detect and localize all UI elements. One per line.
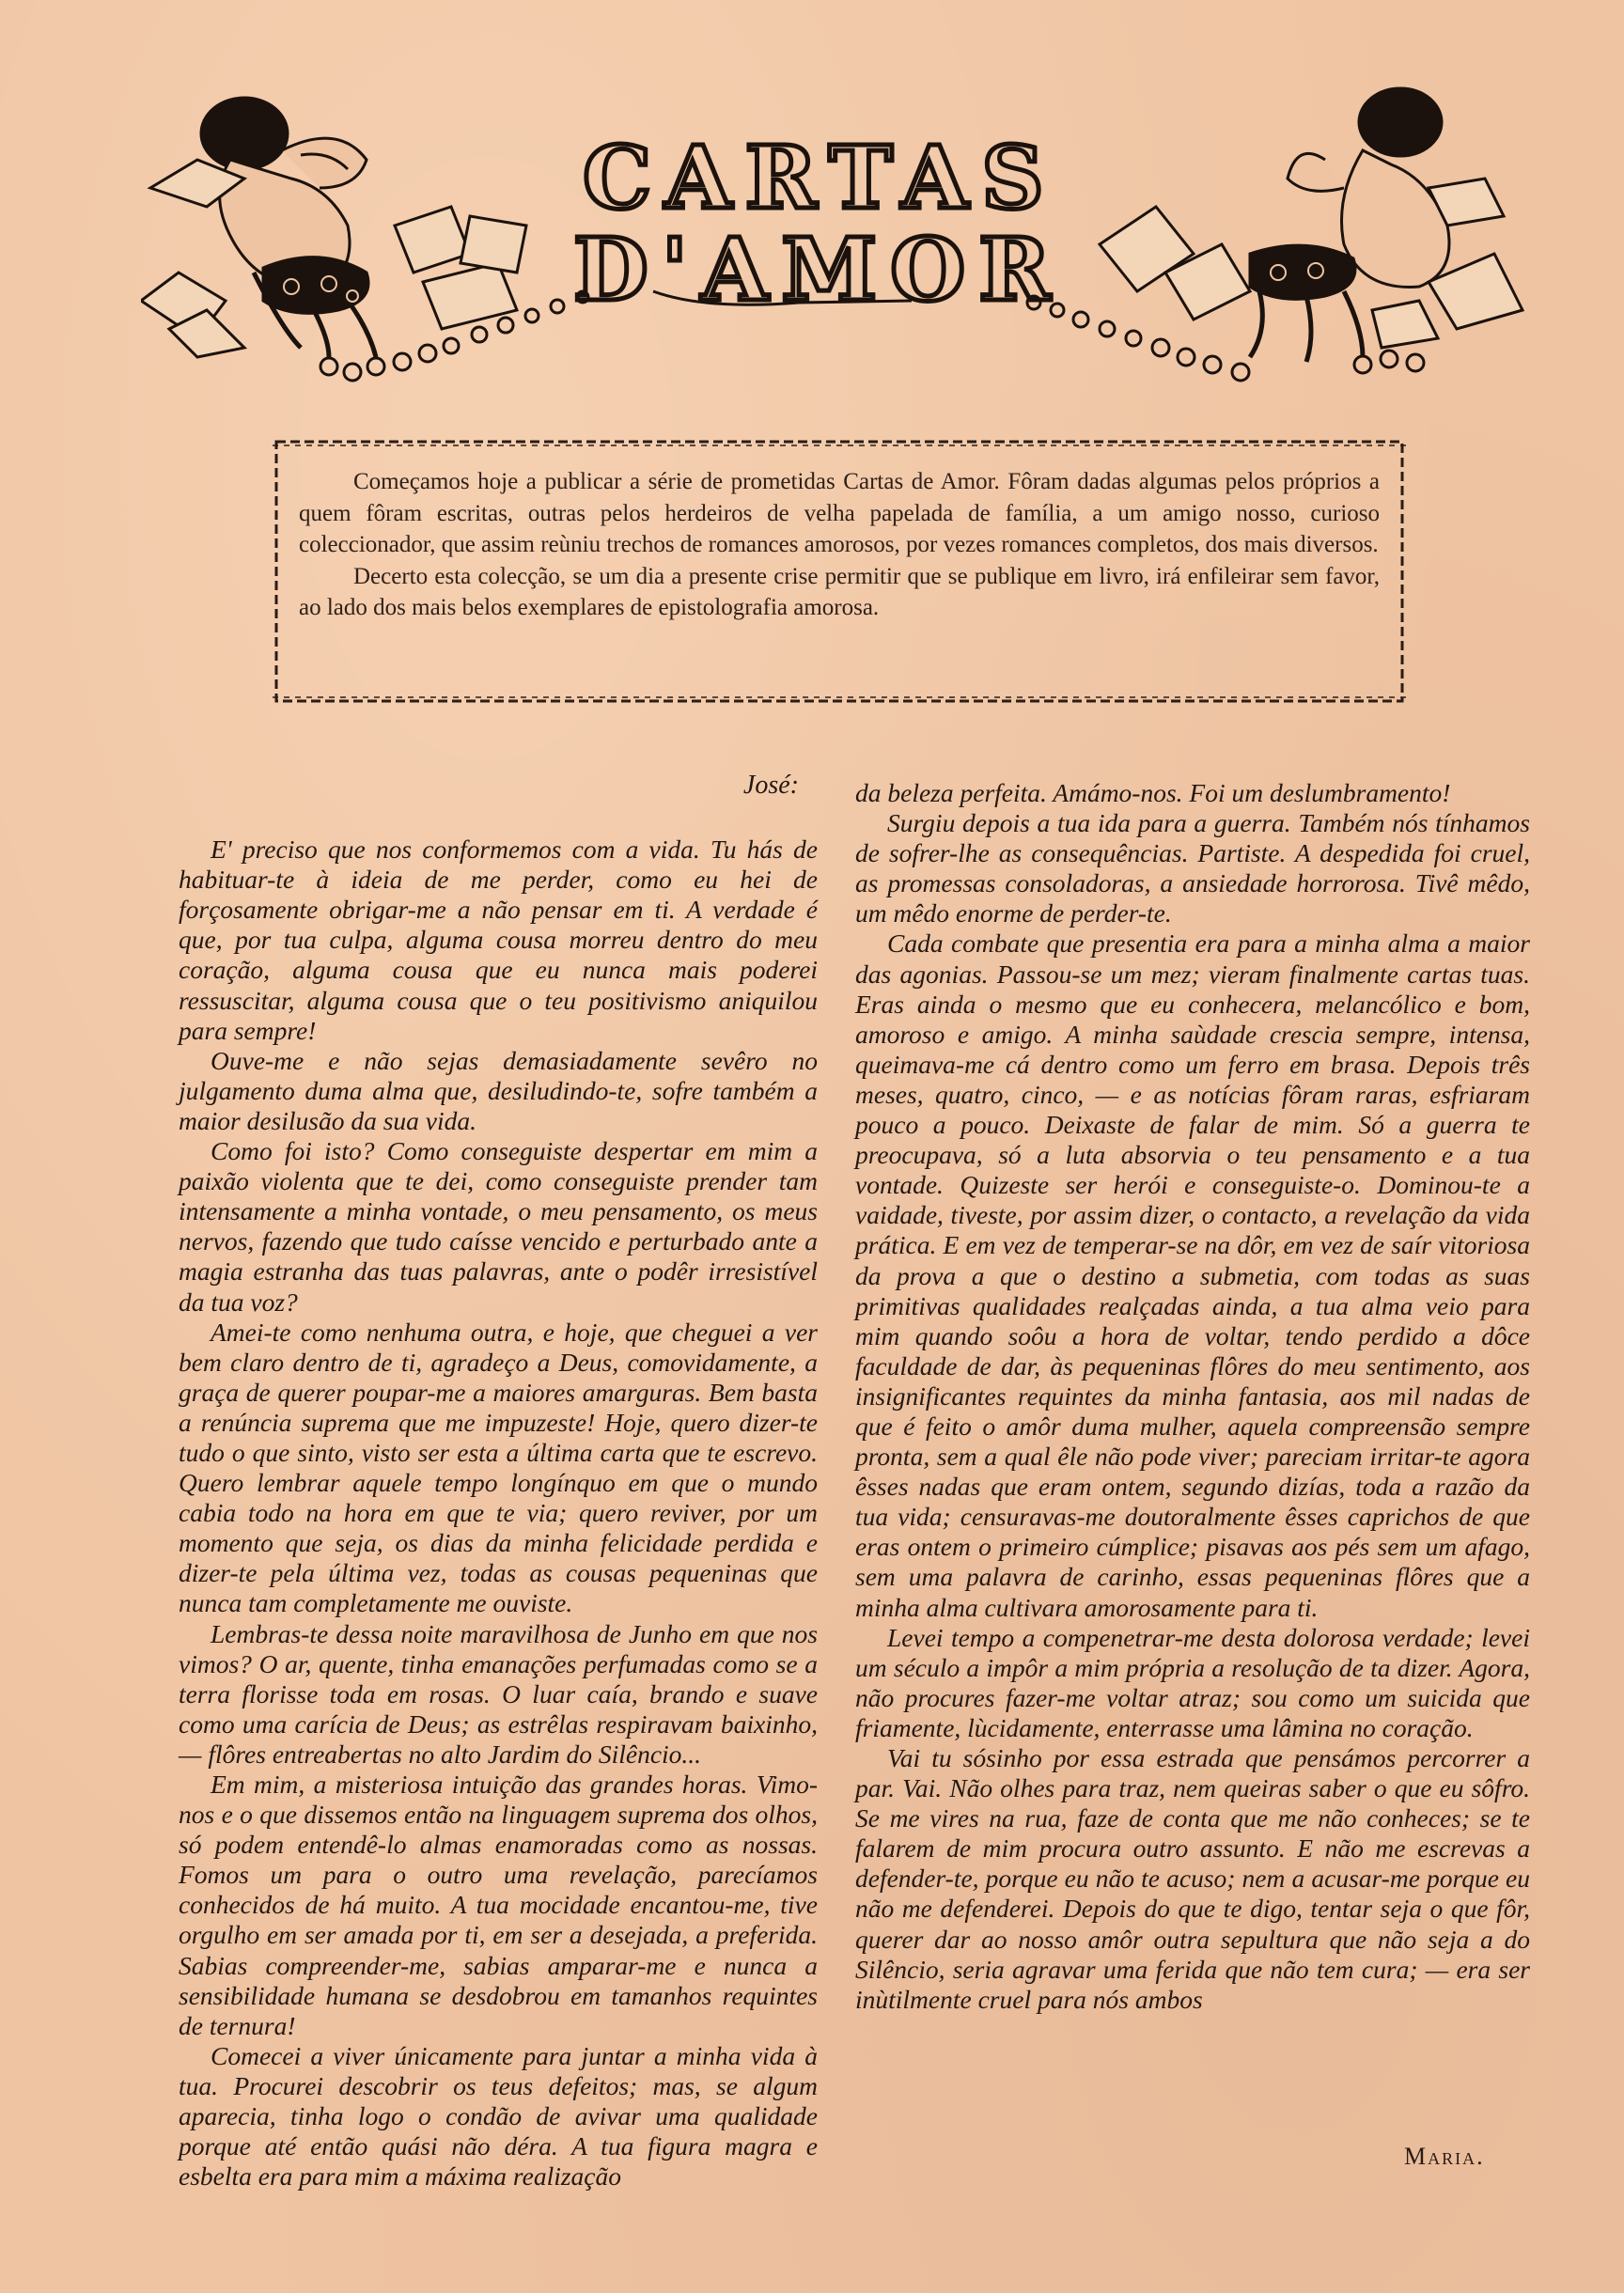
- letter-paragraph: Lembras-te dessa noite maravilhosa de Junho em que nos vimos? O ar, quente, tinha emanações perfumadas como se a terra florisse toda em rosas. O luar caía, brando e suave como uma carícia de Deus; as estrêlas respiravam baixinho, — flôres entreabertas no alto Jardim do Silêncio...: [179, 1618, 818, 1769]
- letter-paragraph: da beleza perfeita. Amámo-nos. Foi um deslumbramento!: [855, 778, 1451, 807]
- letters-scroll-decoration: [395, 207, 526, 329]
- intro-paragraph: Decerto esta colecção, se um dia a presente crise permitir que se publique em livro, irá enfileirar sem favor, ao lado dos mais belos exemplares de epistolografia amorosa.: [299, 563, 1380, 620]
- title-line-1: CARTAS: [583, 127, 1057, 228]
- letter-paragraph: Surgiu depois a tua ida para a guerra. Também nós tínhamos de sofrer-lhe as consequências. Partiste. A despedida foi cruel, as promessas consoladoras, a ansiedade horrorosa. Tivê mêdo, um mêdo enorme de perder-te.: [855, 808, 1530, 928]
- letter-signature: Maria.: [1404, 2143, 1485, 2170]
- letter-salutation: José:: [742, 771, 799, 800]
- cherub-left-illustration: [141, 98, 376, 357]
- letter-paragraph: Levei tempo a compenetrar-me desta dolorosa verdade; levei um século a impôr a mim própria a resolução de ta dizer. Agora, não procures fazer-me voltar atraz; sou como um suicida que friamente, lùcidamente, enterrasse uma lâmina no coração.: [855, 1622, 1530, 1742]
- masthead-title: [554, 108, 1081, 324]
- letter-paragraph: Ouve-me e não sejas demasiadamente sevêro no julgamento duma alma que, desiludindo-te, sofre também a maior desilusão da sua vida.: [179, 1045, 818, 1135]
- letter-paragraph: Amei-te como nenhuma outra, e hoje, que cheguei a ver bem claro dentro de ti, agradeço a Deus, comovidamente, a graça de querer poupar-me a maiores amarguras. Bem basta a renúncia suprema que me impuzeste! Hoje, quero dizer-te tudo o que sinto, visto ser esta a última carta que te escrevo. Quero lembrar aquele tempo longínquo em que o mundo cabia todo na hora em que te via; quero reviver, por um momento que seja, os dias da minha felicidade perdida e dizer-te pela última vez, todas as cousas pequeninas que nunca tam completamente me ouviste.: [179, 1317, 818, 1618]
- intro-text: [299, 466, 1380, 624]
- letter-paragraph: Vai tu sósinho por essa estrada que pensámos percorrer a par. Vai. Não olhes para traz, nem queiras saber o que eu sôfro. Se me vires na rua, faze de conta que me não conheces; se te falarem de mim procura outro assunto. E não me escrevas a defender-te, porque eu não te acuso; nem a acusar-me porque eu não me defenderei. Depois do que te digo, tentar seja o que fôr, querer dar ao nosso amôr outra sepultura que não seja a do Silêncio, seria agravar uma ferida que não tem cura; — era ser inùtilmente cruel para nós ambos: [855, 1743, 1530, 2014]
- letter-paragraph: Cada combate que presentia era para a minha alma a maior das agonias. Passou-se um mez; vieram finalmente cartas tuas. Eras ainda o mesmo que eu conhecera, melancólico e bom, amoroso e amigo. A minha saùdade crescia sempre, intensa, queimava-me cá dentro como um ferro em brasa. Depois três meses, quatro, cinco, — e as notícias fôram raras, esfriaram pouco a pouco. Deixaste de falar de mim. Só a guerra te preocupava, só a luta absorvia o teu pensamento e a tua vontade. Quizeste ser herói e conseguiste-o. Dominou-te a vaidade, tiveste, por assim dizer, o contacto, a revelação da vida prática. E em vez de temperar-se na dôr, em vez de saír vitoriosa da prova a que o destino a submetia, com todas as suas primitivas qualidades realçadas ainda, a tua alma veio para mim quando soôu a hora de voltar, tendo perdido a dôce faculdade de dar, às pequeninas flôres do meu sentimento, aos insignificantes requintes da minha fantasia, aos mil nadas de que é feito o amôr duma mulher, aquela compreensão sempre pronta, sem a qual êle não pode viver; pareciam irritar-te agora êsses nadas que eram ontem, segundo dizías, toda a razão da tua vida; censuravas-me doutoralmente êsses caprichos de que eras ontem o primeiro cúmplice; pisavas aos pés sem um afago, sem uma palavra de carinho, essas pequeninas flôres que a minha alma cultivara amorosamente para ti.: [855, 928, 1530, 1622]
- letter-paragraph: E' preciso que nos conformemos com a vida. Tu hás de habituar-te à ideia de me perder, como eu hei de forçosamente obrigar-me a não pensar em ti. A verdade é que, por tua culpa, alguma cousa morreu dentro do meu coração, alguma cousa que eu nunca mais poderei ressuscitar, alguma cousa que o teu positivismo aniquilou para sempre!: [179, 835, 818, 1045]
- intro-box: [271, 436, 1408, 707]
- letter-column-right: [855, 778, 1530, 2015]
- title-line-2: D'AMOR: [573, 219, 1064, 320]
- letter-paragraph: Como foi isto? Como conseguiste despertar em mim a paixão violenta que te dei, como conseguiste prender tam intensamente a minha vontade, o meu pensamento, os meus nervos, fazendo que tudo caísse vencido e perturbado ante a magia estranha das tuas palavras, ante o podêr irresistível da tua voz?: [179, 1136, 818, 1317]
- letter-column-left: [179, 771, 818, 2192]
- intro-paragraph: Começamos hoje a publicar a série de prometidas Cartas de Amor. Fôram dadas algumas pelos próprios a quem fôram escritas, outras pelos herdeiros de velha papelada de família, a um amigo nosso, curioso coleccionador, que assim reùniu trechos de romances amorosos, por vezes romances completos, dos mais diversos.: [299, 469, 1380, 557]
- letter-paragraph: Comecei a viver únicamente para juntar a minha vida à tua. Procurei descobrir os teus defeitos; mas, se algum aparecia, tinha logo o condão de avivar uma qualidade porque até então quási não déra. A tua figura magra e esbelta era para mim a máxima realização: [179, 2040, 818, 2192]
- letter-paragraph: Em mim, a misteriosa intuição das grandes horas. Vimo-nos e o que dissemos então na linguagem suprema dos olhos, só podem entendê-lo almas enamoradas como as nossas. Fomos um para o outro uma revelação, parecíamos conhecidos de há muito. A tua mocidade encantou-me, tive orgulho em ser amada por ti, em ser a desejada, a preferida. Sabias compreender-me, sabias amparar-me e nunca a sensibilidade humana se desdobrou em tamanhos requintes de ternura!: [179, 1770, 818, 2040]
